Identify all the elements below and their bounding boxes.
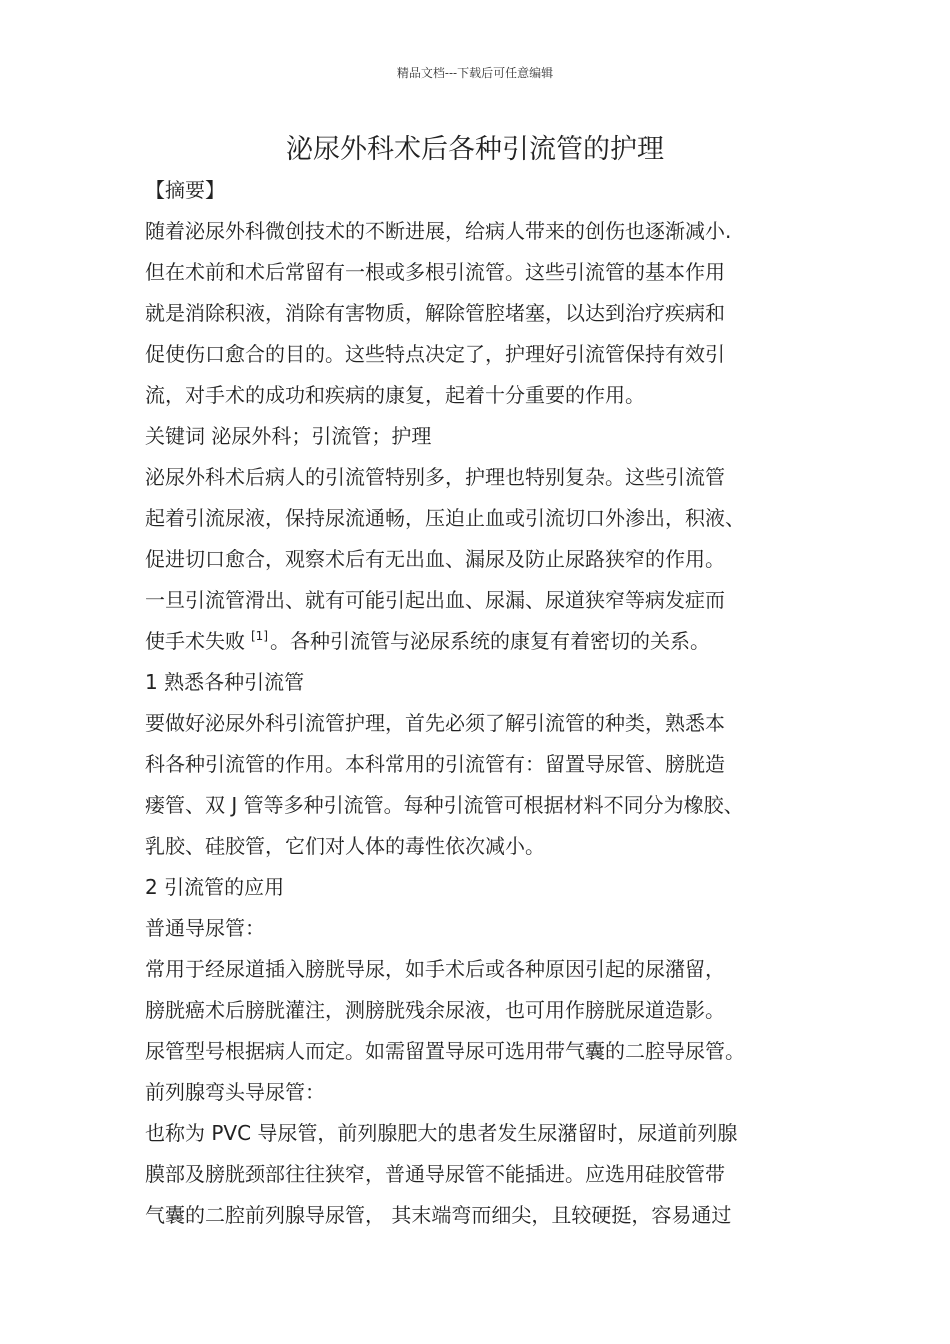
header-note: 精品文档---下载后可任意编辑 — [396, 66, 554, 80]
subsection1-line: 常用于经尿道插入膀胱导尿，如手术后或各种原因引起的尿潴留， — [145, 957, 725, 981]
abstract-line: 但在术前和术后常留有一根或多根引流管。这些引流管的基本作用 — [145, 260, 725, 284]
intro-line: 促进切口愈合，观察术后有无出血、漏尿及防止尿路狭窄的作用。 — [145, 547, 725, 571]
document-body — [145, 170, 835, 1236]
intro-line: 起着引流尿液，保持尿流通畅，压迫止血或引流切口外渗出，积液、 — [145, 506, 745, 530]
subsection1-line: 尿管型号根据病人而定。如需留置导尿可选用带气囊的二腔导尿管。 — [145, 1039, 745, 1063]
abstract-line: 流，对手术的成功和疾病的康复，起着十分重要的作用。 — [145, 383, 645, 407]
intro-line: 泌尿外科术后病人的引流管特别多，护理也特别复杂。这些引流管 — [145, 465, 725, 489]
subsection2-line: 气囊的二腔前列腺导尿管， 其末端弯而细尖，且较硬挺，容易通过 — [145, 1203, 732, 1227]
section-heading: 1 熟悉各种引流管 — [145, 670, 305, 694]
document-title: 泌尿外科术后各种引流管的护理 — [286, 134, 664, 165]
section-heading: 2 引流管的应用 — [145, 875, 285, 899]
intro-text-before-ref: 使手术失败 — [145, 629, 245, 653]
subsection1-line: 膀胱癌术后膀胱灌注，测膀胱残余尿液，也可用作膀胱尿道造影。 — [145, 998, 725, 1022]
section1-line: 乳胶、硅胶管，它们对人体的毒性依次减小。 — [145, 834, 545, 858]
keywords-line: 关键词 泌尿外科；引流管；护理 — [145, 424, 432, 448]
section1-line: 科各种引流管的作用。本科常用的引流管有：留置导尿管、膀胱造 — [145, 752, 725, 776]
intro-last-line — [145, 621, 835, 662]
reference-marker[interactable]: [1] — [251, 629, 268, 644]
subsection2-line: 膜部及膀胱颈部往往狭窄，普通导尿管不能插进。应选用硅胶管带 — [145, 1162, 725, 1186]
subsection2-line: 也称为 PVC 导尿管，前列腺肥大的患者发生尿潴留时，尿道前列腺 — [145, 1121, 738, 1145]
section1-line: 瘘管、双 J 管等多种引流管。每种引流管可根据材料不同分为橡胶、 — [145, 793, 744, 817]
intro-text-after-ref: 。各种引流管与泌尿系统的康复有着密切的关系。 — [270, 629, 710, 653]
intro-line: 一旦引流管滑出、就有可能引起出血、尿漏、尿道狭窄等病发症而 — [145, 588, 725, 612]
abstract-line: 促使伤口愈合的目的。这些特点决定了，护理好引流管保持有效引 — [145, 342, 725, 366]
subsection-heading: 普通导尿管： — [145, 916, 265, 940]
abstract-heading: 【摘要】 — [145, 178, 225, 202]
section1-line: 要做好泌尿外科引流管护理，首先必须了解引流管的种类，熟悉本 — [145, 711, 725, 735]
subsection-heading: 前列腺弯头导尿管： — [145, 1080, 325, 1104]
abstract-line: 就是消除积液，消除有害物质，解除管腔堵塞，以达到治疗疾病和 — [145, 301, 725, 325]
abstract-line: 随着泌尿外科微创技术的不断进展，给病人带来的创伤也逐渐减小. — [145, 219, 732, 243]
